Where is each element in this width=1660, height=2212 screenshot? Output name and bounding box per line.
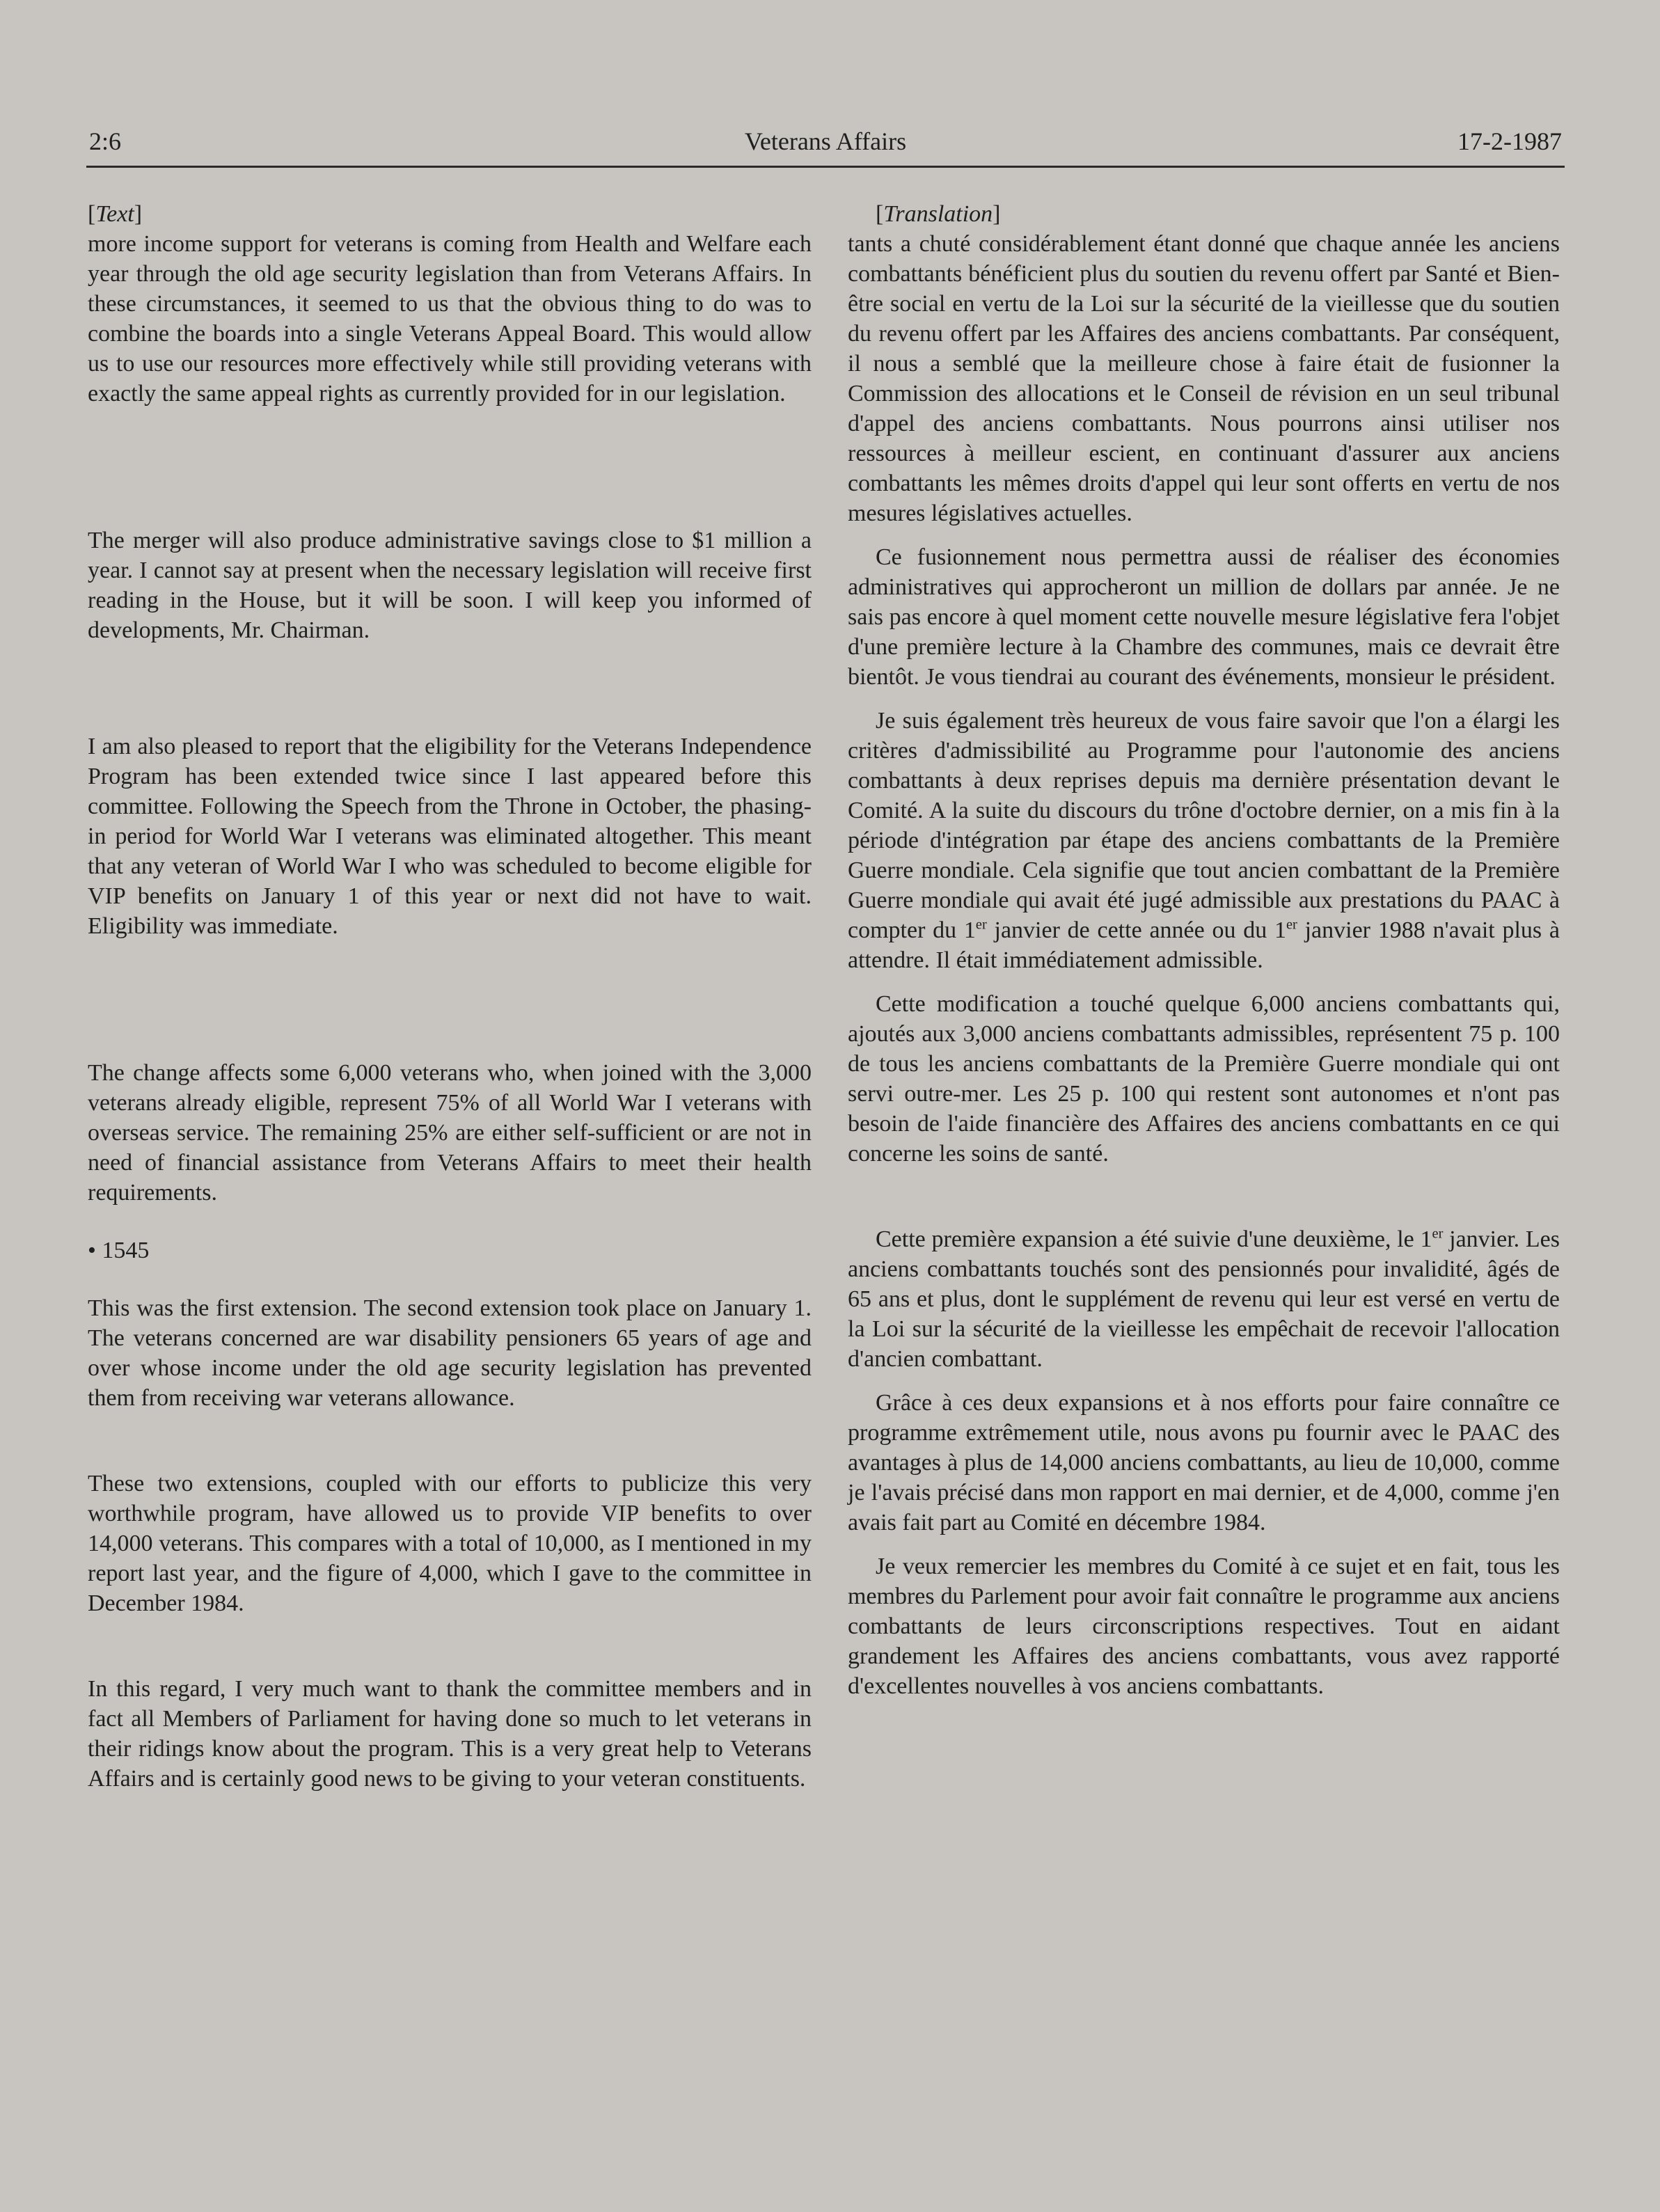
paragraph: Grâce à ces deux expansions et à nos efforts pour faire connaître ce programme extrêmement utile, nous avons pu fournir avec le PAAC des avantages à plus de 14,000 anciens combattants, au lieu de 10,000, comme je l'avais précisé dans mon rapport en mai dernier, et de 4,000, comme j'en avais fait part au Comité en décembre 1984.	[848, 1390, 1560, 1535]
page-number: 2:6	[89, 127, 122, 155]
paragraph: The change affects some 6,000 veterans who, when joined with the 3,000 veterans already eligible, represent 75% of all World War I veterans with overseas service. The remaining 25% are either self-sufficient or are not in need of financial assistance from Veterans Affairs to meet their health requirements.	[88, 1060, 812, 1206]
paragraph: This was the first extension. The second extension took place on January 1. The veterans concerned are war disability pensioners 65 years of age and over whose income under the old age security legislation has prevented them from receiving war veterans allowance.	[88, 1295, 812, 1411]
paragraph: I am also pleased to report that the eligibility for the Veterans Independence Program has been extended twice since I last appeared before this committee. Following the Speech from the Throne in October, the phasing-in period for World War I veterans was eliminated altogether. This meant that any veteran of World War I who was scheduled to become eligible for VIP benefits on January 1 of this year or next did not have to wait. Eligibility was immediate.	[88, 734, 812, 939]
paragraph: The merger will also produce administrative savings close to $1 million a year. I cannot say at present when the necessary legislation will receive first reading in the House, but it will be soon. I will keep you informed of developments, Mr. Chairman.	[88, 528, 812, 643]
paragraph: Cette première expansion a été suivie d'une deuxième, le 1er janvier. Les anciens combattants touchés sont des pensionnés pour invalidité, âgés de 65 ans et plus, dont le supplément de revenu qui leur est versé en vertu de la Loi sur la sécurité de la vieillesse les empêchait de recevoir l'allocation d'ancien combattant.	[848, 1226, 1560, 1372]
paragraph: Cette modification a touché quelque 6,000 anciens combattants qui, ajoutés aux 3,000 anciens combattants admissibles, représentent 75 p. 100 de tous les anciens combattants de la Première Guerre mondiale qui ont servi outre-mer. Les 25 p. 100 qui restent sont autonomes et n'ont pas besoin de l'aide financière des Affaires des anciens combattants en ce qui concerne les soins de santé.	[848, 991, 1560, 1167]
column-label: [Text]	[88, 201, 143, 227]
page-date: 17-2-1987	[1457, 127, 1562, 155]
french-column	[848, 199, 1560, 1701]
english-column	[88, 199, 812, 1794]
paragraph: tants a chuté considérablement étant donné que chaque année les anciens combattants bénéficient plus du soutien du revenu offert par Santé et Bien-être social en vertu de la Loi sur la sécurité de la vieillesse que du soutien du revenu offert par les Affaires des anciens combattants. Par conséquent, il nous a semblé que la meilleure chose à faire était de fusionner la Commission des allocations et le Conseil de révision en un seul tribunal d'appel des anciens combattants. Nous pourrons ainsi utiliser nos ressources à meilleur escient, en continuant d'assurer aux anciens combattants les mêmes droits d'appel qui leur sont offerts en vertu de nos mesures législatives actuelles.	[848, 231, 1560, 526]
page-header	[86, 124, 1565, 168]
time-marker: • 1545	[88, 1238, 150, 1263]
paragraph: Je veux remercier les membres du Comité à ce sujet et en fait, tous les membres du Parlement pour avoir fait connaître le programme aux anciens combattants de leurs circonscriptions respectives. Tout en aidant grandement les Affaires des anciens combattants, vous avez rapporté d'excellentes nouvelles à vos anciens combattants.	[848, 1554, 1560, 1699]
paragraph: more income support for veterans is coming from Health and Welfare each year through the old age security legislation than from Veterans Affairs. In these circumstances, it seemed to us that the obvious thing to do was to combine the boards into a single Veterans Appeal Board. This would allow us to use our resources more effectively while still providing veterans with exactly the same appeal rights as currently provided for in our legislation.	[88, 231, 812, 406]
paragraph: In this regard, I very much want to thank the committee members and in fact all Members of Parliament for having done so much to let veterans in their ridings know about the program. This is a very great help to Veterans Affairs and is certainly good news to be giving to your veteran constituents.	[88, 1676, 812, 1792]
paragraph: Ce fusionnement nous permettra aussi de réaliser des économies administratives qui approcheront un million de dollars par année. Je ne sais pas encore à quel moment cette nouvelle mesure législative fera l'objet d'une première lecture à la Chambre des communes, mais ce devrait être bientôt. Je vous tiendrai au courant des événements, monsieur le président.	[848, 544, 1560, 690]
column-label: [Translation]	[876, 201, 1001, 227]
paragraph: These two extensions, coupled with our efforts to publicize this very worthwhile program, have allowed us to provide VIP benefits to over 14,000 veterans. This compares with a total of 10,000, as I mentioned in my report last year, and the figure of 4,000, which I gave to the committee in December 1984.	[88, 1471, 812, 1616]
page-title: Veterans Affairs	[744, 127, 907, 155]
paragraph: Je suis également très heureux de vous faire savoir que l'on a élargi les critères d'admissibilité au Programme pour l'autonomie des anciens combattants à deux reprises depuis ma dernière présentation devant le Comité. A la suite du discours du trône d'octobre dernier, on a mis fin à la période d'intégration par étape des anciens combattants de la Première Guerre mondiale. Cela signifie que tout ancien combattant de la Première Guerre mondiale qui avait été jugé admissible aux prestations du PAAC à compter du 1er janvier de cette année ou du 1er janvier 1988 n'avait plus à attendre. Il était immédiatement admissible.	[848, 708, 1560, 973]
